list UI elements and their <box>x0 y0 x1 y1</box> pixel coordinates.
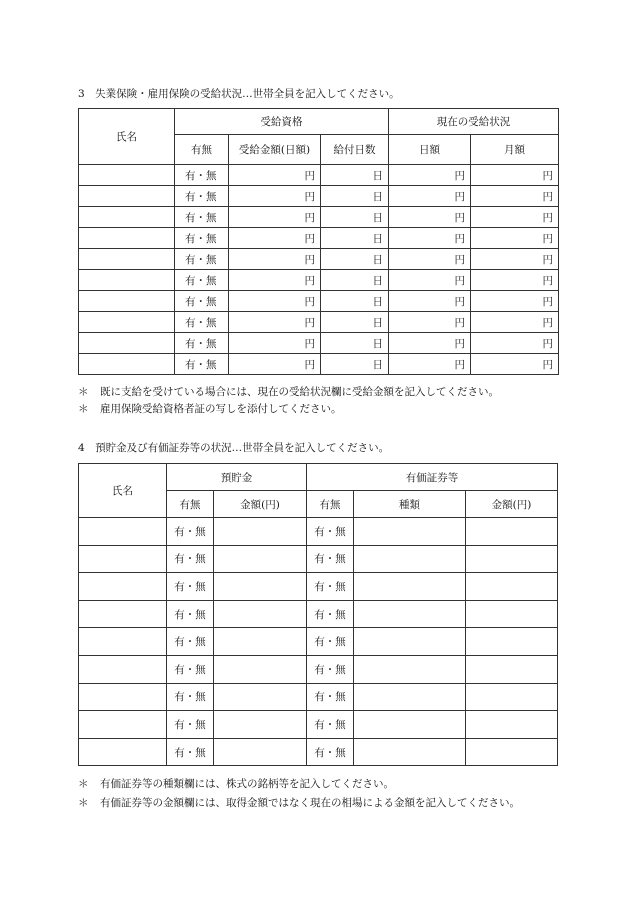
unemployment-insurance-table <box>78 108 559 375</box>
daily-amount-cell[interactable]: 円 <box>229 165 321 186</box>
header-name: 氏名 <box>79 109 175 165</box>
name-cell[interactable] <box>79 228 175 249</box>
benefit-days-cell[interactable]: 日 <box>321 270 389 291</box>
amount-securities-cell[interactable] <box>466 683 558 711</box>
amount-securities-cell[interactable] <box>466 738 558 766</box>
note-asterisk: ＊ <box>78 403 89 415</box>
presence-cell[interactable]: 有・無 <box>175 228 229 249</box>
monthly-cell[interactable]: 円 <box>471 291 559 312</box>
name-cell[interactable] <box>79 573 167 601</box>
savings-securities-table <box>78 463 558 766</box>
name-cell[interactable] <box>79 354 175 375</box>
note-asterisk: ＊ <box>78 386 89 398</box>
presence-savings-cell[interactable]: 有・無 <box>167 738 214 766</box>
presence-cell[interactable]: 有・無 <box>175 207 229 228</box>
amount-savings-cell[interactable] <box>214 545 307 573</box>
kind-cell[interactable] <box>354 518 466 546</box>
header-kind: 種類 <box>354 491 466 518</box>
monthly-cell[interactable]: 円 <box>471 270 559 291</box>
header-current-status: 現在の受給状況 <box>389 109 559 135</box>
daily-cell[interactable]: 円 <box>389 207 471 228</box>
kind-cell[interactable] <box>354 683 466 711</box>
presence-savings-cell[interactable]: 有・無 <box>167 683 214 711</box>
kind-cell[interactable] <box>354 738 466 766</box>
daily-cell[interactable]: 円 <box>389 249 471 270</box>
amount-savings-cell[interactable] <box>214 711 307 739</box>
kind-cell[interactable] <box>354 711 466 739</box>
presence-securities-cell[interactable]: 有・無 <box>307 711 354 739</box>
daily-amount-cell[interactable]: 円 <box>229 291 321 312</box>
section3-note-1 <box>78 384 568 400</box>
header-savings: 預貯金 <box>167 464 307 491</box>
name-cell[interactable] <box>79 628 167 656</box>
daily-cell[interactable]: 円 <box>389 270 471 291</box>
table-row <box>79 207 559 228</box>
section4-note-1 <box>78 776 568 792</box>
name-cell[interactable] <box>79 738 167 766</box>
kind-cell[interactable] <box>354 655 466 683</box>
monthly-cell[interactable]: 円 <box>471 312 559 333</box>
presence-savings-cell[interactable]: 有・無 <box>167 573 214 601</box>
name-cell[interactable] <box>79 333 175 354</box>
presence-cell[interactable]: 有・無 <box>175 165 229 186</box>
amount-securities-cell[interactable] <box>466 518 558 546</box>
note-text: 有価証券等の金額欄には、取得金額ではなく現在の相場による金額を記入してください。 <box>100 797 520 809</box>
benefit-days-cell[interactable]: 日 <box>321 291 389 312</box>
name-cell[interactable] <box>79 291 175 312</box>
kind-cell[interactable] <box>354 600 466 628</box>
presence-securities-cell[interactable]: 有・無 <box>307 573 354 601</box>
header-presence-savings: 有無 <box>167 491 214 518</box>
presence-cell[interactable]: 有・無 <box>175 249 229 270</box>
section4-heading: 4 預貯金及び有価証券等の状況…世帯全員を記入してください。 <box>78 442 390 454</box>
name-cell[interactable] <box>79 312 175 333</box>
amount-securities-cell[interactable] <box>466 600 558 628</box>
table-row <box>79 518 558 546</box>
daily-amount-cell[interactable]: 円 <box>229 270 321 291</box>
note-asterisk: ＊ <box>78 797 89 809</box>
table-row <box>79 573 558 601</box>
benefit-days-cell[interactable]: 日 <box>321 333 389 354</box>
daily-cell[interactable]: 円 <box>389 312 471 333</box>
table-row <box>79 333 559 354</box>
daily-cell[interactable]: 円 <box>389 228 471 249</box>
monthly-cell[interactable]: 円 <box>471 186 559 207</box>
name-cell[interactable] <box>79 207 175 228</box>
benefit-days-cell[interactable]: 日 <box>321 207 389 228</box>
amount-savings-cell[interactable] <box>214 628 307 656</box>
presence-securities-cell[interactable]: 有・無 <box>307 545 354 573</box>
amount-securities-cell[interactable] <box>466 628 558 656</box>
table-row <box>79 186 559 207</box>
daily-cell[interactable]: 円 <box>389 186 471 207</box>
amount-savings-cell[interactable] <box>214 683 307 711</box>
monthly-cell[interactable]: 円 <box>471 165 559 186</box>
presence-securities-cell[interactable]: 有・無 <box>307 628 354 656</box>
presence-savings-cell[interactable]: 有・無 <box>167 711 214 739</box>
name-cell[interactable] <box>79 545 167 573</box>
name-cell[interactable] <box>79 683 167 711</box>
daily-cell[interactable]: 円 <box>389 165 471 186</box>
table-row <box>79 711 558 739</box>
table-row <box>79 249 559 270</box>
table-row <box>79 270 559 291</box>
name-cell[interactable] <box>79 655 167 683</box>
amount-savings-cell[interactable] <box>214 518 307 546</box>
header-qualification: 受給資格 <box>175 109 389 135</box>
kind-cell[interactable] <box>354 573 466 601</box>
header-daily: 日額 <box>389 135 471 165</box>
monthly-cell[interactable]: 円 <box>471 228 559 249</box>
header-presence-securities: 有無 <box>307 491 354 518</box>
amount-savings-cell[interactable] <box>214 738 307 766</box>
monthly-cell[interactable]: 円 <box>471 207 559 228</box>
section3-heading: 3 失業保険・雇用保険の受給状況…世帯全員を記入してください。 <box>78 88 400 100</box>
presence-cell[interactable]: 有・無 <box>175 291 229 312</box>
kind-cell[interactable] <box>354 628 466 656</box>
table-row <box>79 545 558 573</box>
header-name: 氏名 <box>79 464 167 518</box>
table-row <box>79 738 558 766</box>
table-row <box>79 655 558 683</box>
benefit-days-cell[interactable]: 日 <box>321 312 389 333</box>
amount-savings-cell[interactable] <box>214 573 307 601</box>
benefit-days-cell[interactable]: 日 <box>321 165 389 186</box>
table-row <box>79 165 559 186</box>
table-row <box>79 291 559 312</box>
section3-note-2 <box>78 401 568 417</box>
daily-amount-cell[interactable]: 円 <box>229 354 321 375</box>
presence-cell[interactable]: 有・無 <box>175 270 229 291</box>
presence-securities-cell[interactable]: 有・無 <box>307 600 354 628</box>
presence-cell[interactable]: 有・無 <box>175 312 229 333</box>
daily-amount-cell[interactable]: 円 <box>229 312 321 333</box>
presence-securities-cell[interactable]: 有・無 <box>307 655 354 683</box>
presence-cell[interactable]: 有・無 <box>175 354 229 375</box>
presence-savings-cell[interactable]: 有・無 <box>167 545 214 573</box>
daily-amount-cell[interactable]: 円 <box>229 207 321 228</box>
daily-cell[interactable]: 円 <box>389 291 471 312</box>
daily-cell[interactable]: 円 <box>389 354 471 375</box>
presence-securities-cell[interactable]: 有・無 <box>307 683 354 711</box>
note-asterisk: ＊ <box>78 778 89 790</box>
presence-securities-cell[interactable]: 有・無 <box>307 518 354 546</box>
amount-securities-cell[interactable] <box>466 545 558 573</box>
daily-amount-cell[interactable]: 円 <box>229 333 321 354</box>
table-row <box>79 683 558 711</box>
table-row <box>79 628 558 656</box>
table-row <box>79 312 559 333</box>
name-cell[interactable] <box>79 600 167 628</box>
header-daily-amount: 受給金額(日額) <box>229 135 321 165</box>
name-cell[interactable] <box>79 711 167 739</box>
benefit-days-cell[interactable]: 日 <box>321 228 389 249</box>
presence-savings-cell[interactable]: 有・無 <box>167 518 214 546</box>
note-text: 有価証券等の種類欄には、株式の銘柄等を記入してください。 <box>100 778 394 790</box>
benefit-days-cell[interactable]: 日 <box>321 354 389 375</box>
presence-savings-cell[interactable]: 有・無 <box>167 600 214 628</box>
table-row <box>79 600 558 628</box>
note-text: 雇用保険受給資格者証の写しを添付してください。 <box>100 403 342 415</box>
section4-note-2 <box>78 795 560 811</box>
presence-savings-cell[interactable]: 有・無 <box>167 655 214 683</box>
presence-cell[interactable]: 有・無 <box>175 333 229 354</box>
presence-savings-cell[interactable]: 有・無 <box>167 628 214 656</box>
table-row <box>79 354 559 375</box>
amount-securities-cell[interactable] <box>466 711 558 739</box>
header-amount-securities: 金額(円) <box>466 491 558 518</box>
monthly-cell[interactable]: 円 <box>471 333 559 354</box>
presence-securities-cell[interactable]: 有・無 <box>307 738 354 766</box>
name-cell[interactable] <box>79 186 175 207</box>
daily-amount-cell[interactable]: 円 <box>229 249 321 270</box>
kind-cell[interactable] <box>354 545 466 573</box>
note-text: 既に支給を受けている場合には、現在の受給状況欄に受給金額を記入してください。 <box>100 386 499 398</box>
benefit-days-cell[interactable]: 日 <box>321 186 389 207</box>
header-amount-savings: 金額(円) <box>214 491 307 518</box>
name-cell[interactable] <box>79 249 175 270</box>
name-cell[interactable] <box>79 270 175 291</box>
daily-cell[interactable]: 円 <box>389 333 471 354</box>
monthly-cell[interactable]: 円 <box>471 354 559 375</box>
header-securities: 有価証券等 <box>307 464 558 491</box>
amount-securities-cell[interactable] <box>466 655 558 683</box>
amount-securities-cell[interactable] <box>466 573 558 601</box>
amount-savings-cell[interactable] <box>214 600 307 628</box>
daily-amount-cell[interactable]: 円 <box>229 186 321 207</box>
name-cell[interactable] <box>79 518 167 546</box>
monthly-cell[interactable]: 円 <box>471 249 559 270</box>
amount-savings-cell[interactable] <box>214 655 307 683</box>
daily-amount-cell[interactable]: 円 <box>229 228 321 249</box>
header-monthly: 月額 <box>471 135 559 165</box>
header-benefit-days: 給付日数 <box>321 135 389 165</box>
benefit-days-cell[interactable]: 日 <box>321 249 389 270</box>
name-cell[interactable] <box>79 165 175 186</box>
header-presence: 有無 <box>175 135 229 165</box>
table-row <box>79 228 559 249</box>
presence-cell[interactable]: 有・無 <box>175 186 229 207</box>
